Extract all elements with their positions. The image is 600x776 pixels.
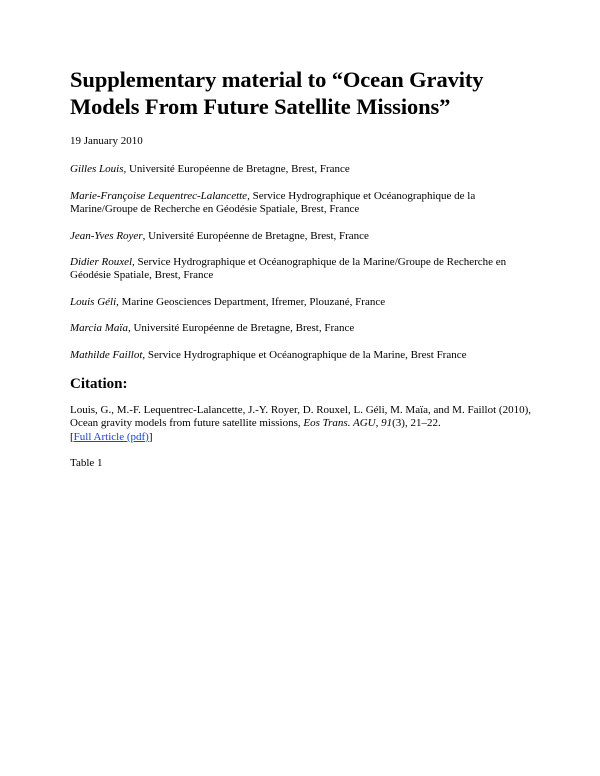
author-affiliation: , Service Hydrographique et Océanographique de la Marine/Groupe de Recherche en Géodésie Spatiale, Brest, France [70, 189, 476, 216]
author-entry [70, 296, 540, 309]
author-name: Marcia Maïa [70, 322, 128, 335]
page-title: Supplementary material to “Ocean Gravity Models From Future Satellite Missions” [70, 67, 484, 119]
link-bracket-close: ] [148, 430, 153, 443]
citation-body: Louis, G., M.-F. Lequentrec-Lalancette, J.-Y. Royer, D. Rouxel, L. Géli, M. Maïa, and M. Faillot (2010), Ocean gravity models from future satellite missions, [70, 404, 531, 430]
author-affiliation: , Service Hydrographique et Océanographique de la Marine/Groupe de Recherche en Géodésie Spatiale, Brest, France [70, 256, 507, 282]
author-affiliation: , Université Européenne de Bretagne, Brest, France [123, 163, 350, 176]
link-bracket-open: [ [70, 430, 74, 443]
author-entry [70, 230, 540, 243]
author-name: Gilles Louis [70, 163, 124, 176]
author-list [70, 163, 540, 362]
author-entry [70, 349, 540, 362]
citation-journal: Eos Trans. AGU [303, 417, 376, 430]
author-name: Louis Géli [70, 295, 117, 308]
author-entry [70, 256, 540, 283]
author-name: Didier Rouxel [70, 256, 133, 269]
citation-volume: 91 [381, 417, 393, 430]
author-affiliation: , Marine Geosciences Department, Ifremer, Plouzané, France [116, 295, 386, 308]
author-entry [70, 322, 540, 335]
citation-pages: (3), 21–22. [392, 417, 441, 430]
author-name: Jean-Yves Royer [70, 229, 143, 242]
full-article-pdf-link[interactable]: Full Article (pdf) [73, 430, 149, 443]
author-entry [70, 163, 540, 176]
author-entry [70, 190, 540, 217]
document-page [70, 66, 540, 484]
author-name: Marie-Françoise Lequentrec-Lalancette [70, 189, 248, 202]
citation-heading: Citation: [70, 376, 128, 393]
author-affiliation: , Université Européenne de Bretagne, Brest, France [142, 229, 369, 242]
author-affiliation: , Service Hydrographique et Océanographique de la Marine, Brest France [142, 348, 467, 361]
citation-text [70, 404, 540, 444]
publication-date: 19 January 2010 [70, 135, 143, 147]
author-affiliation: , Université Européenne de Bretagne, Brest, France [127, 322, 355, 335]
table-label: Table 1 [70, 457, 103, 470]
author-name: Mathilde Faillot [70, 348, 143, 361]
citation-separator: , [375, 417, 382, 430]
